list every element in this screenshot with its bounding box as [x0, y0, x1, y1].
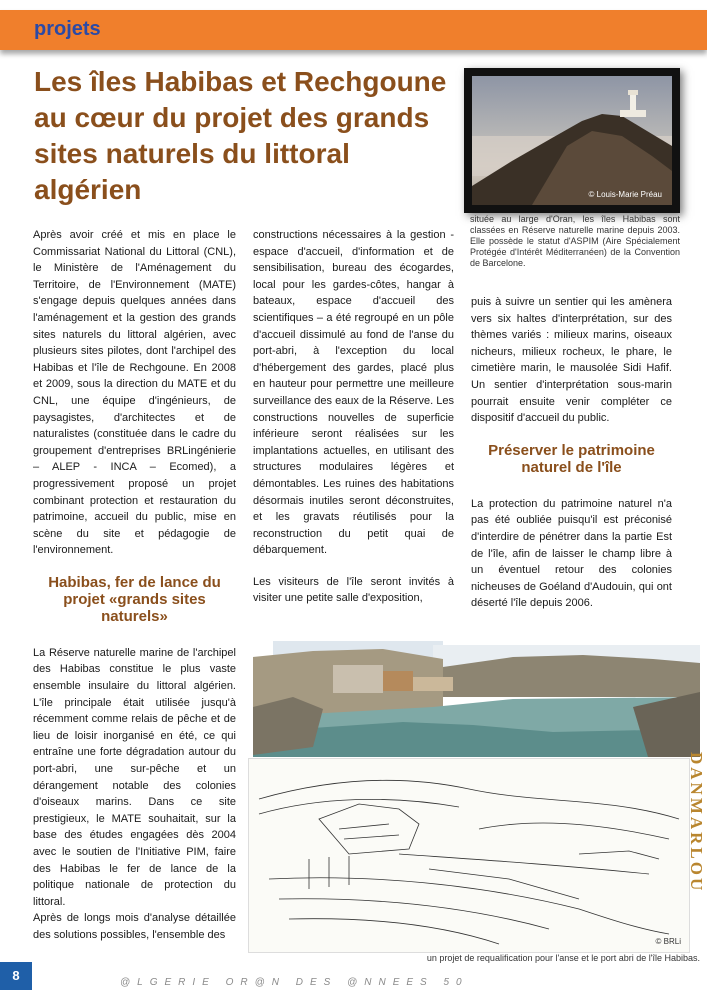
subheading-patrimoine: Préserver le patrimoine naturel de l'île: [488, 441, 655, 476]
project-sketch: [248, 758, 690, 953]
column-3: [471, 294, 672, 627]
intro-paragraph: Après avoir créé et mis en place le Commissariat National du Littoral (CNL), le Ministère de l'Aménagement du Territoire, de l'Environnement (MATE) s'engage depuis quelques années dans l'aménagement et la gestion des grands sites naturels du littoral algérien, avec plusieurs sites pilotes, dont l'archipel des Habibas et l'île de Rechgoune. En 2008 et 2009, sous la direction du MATE et du CNL, une équipe d'ingénieurs, de paysagistes, d'architectes et de naturalistes (constituée dans le cadre du groupement d'entreprises BRLingénierie – ALEP - INCA – Ecomed), a progressivement proposé un projet combinant protection et restauration du patrimoine, accueil du public, mise en scène du site et pédagogie de l'environnement.: [33, 229, 236, 557]
page-number-badge: 8: [0, 962, 32, 990]
section-label: projets: [34, 18, 101, 40]
lighthouse-photo-frame: [464, 68, 680, 213]
trail-paragraph: puis à suivre un sentier qui les amènera vers six haltes d'interprétation, sur des thèmes variés : milieux marins, oiseaux nicheurs, milieux rocheux, le phare, le cimetière marin, le mausolée Sidi Hafif. Un sentier d'interprétation sous-marin pourrait ensuite venir compléter ce dispositif d'accueil du public.: [471, 296, 672, 425]
protection-paragraph: La protection du patrimoine naturel n'a pas été oubliée puisqu'il est préconisé d'interdire de pénétrer dans la partie Est de l'île, afin de laisser le champ libre à un éventuel retour des colonies nicheuses de Goéland d'Audouin, qui ont déserté l'île depuis 2006.: [471, 497, 672, 610]
side-brand-text: DANMARLOU: [687, 752, 706, 894]
harbour-panorama-photo: [253, 637, 700, 757]
article-title: Les îles Habibas et Rechgoune au cœur du projet des grands sites naturels du littoral algérien: [34, 66, 447, 205]
column-2: [253, 227, 454, 622]
subheading-habibas: Habibas, fer de lance du projet «grands sites naturels»: [48, 573, 221, 625]
sketch-credit: © BRLi: [655, 937, 681, 946]
sketch-illustration: [249, 759, 689, 952]
harbour-illustration: [253, 637, 700, 757]
cliff-illustration: [472, 76, 672, 205]
sketch-caption: un projet de requalification pour l'anse et le port abri de l'île Habibas.: [426, 953, 700, 963]
photo-credit: © Louis-Marie Préau: [588, 190, 662, 199]
reserve-paragraph: La Réserve naturelle marine de l'archipel des Habibas constitue le plus vaste ensemble insulaire du littoral algérien. L'île principale était utilisée jusqu'à récemment comme relais de pêche et de lieu de loisir inorganisé en été, ce qui entraîne une forte dégradation autour du port-abri, une sur-pêche et un dérangement notable des colonies d'oiseaux marins. Dans ce site prestigieux, le MATE souhaitait, sur la base des études engagées dès 2004 avec le soutien de l'Initiative PIM, faire des Habibas le fer de lance de la politique nationale de protection du littoral.: [33, 646, 236, 908]
visitors-paragraph: Les visiteurs de l'île seront invités à visiter une petite salle d'exposition,: [253, 575, 454, 605]
header-bar: [0, 10, 707, 50]
analysis-paragraph: Après de longs mois d'analyse détaillée des solutions possibles, l'ensemble des: [33, 912, 236, 941]
footer-magazine-title: @LGERIE OR@N DES @NNEES 50: [120, 977, 469, 988]
column-1: [33, 227, 236, 959]
constructions-paragraph: constructions nécessaires à la gestion - espace d'accueil, d'information et de sensibilisation, bureau des écogardes, local pour les gardes-côtes, hangar à bateaux, espace d'accueil des scientifiques – a été regroupé en un pôle d'accueil dissimulé au fond de l'anse du port-abri, à l'exception du local d'hébergement des gardes, placé plus en hauteur pour permettre une meilleure surveillance des eaux de la Réserve. Les constructions nouvelles de superficie inférieure seront réalisées sur les implantations actuelles, en utilisant des structures modulaires légères et démontables. Les ruines des habitations désormais inutiles seront déconstruites, et les gravats réutilisés pour la reconstruction du petit quai de débarquement.: [253, 229, 454, 557]
lighthouse-photo: [472, 76, 672, 205]
photo-caption: située au large d'Oran, les îles Habibas sont classées en Réserve naturelle marine depuis 2003. Elle possède le statut d'ASPIM (Aire Spécialement Protégée d'Intérêt Méditerranéen) de la Convention de Barcelone.: [470, 214, 680, 268]
